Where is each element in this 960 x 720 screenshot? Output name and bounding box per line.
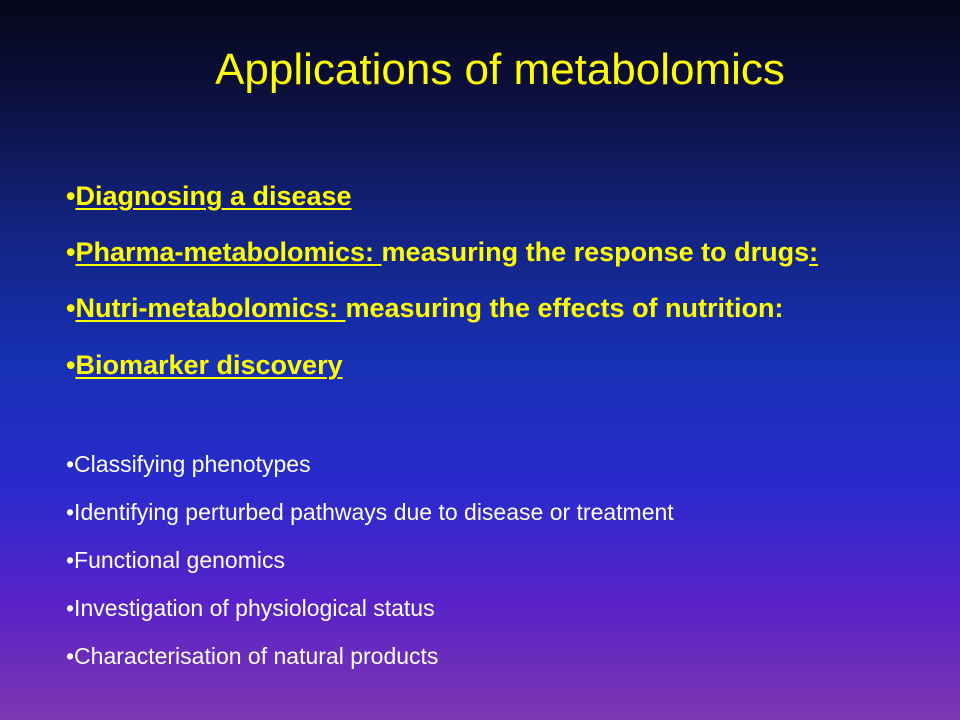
sub-item-natural-products: •Characterisation of natural products	[66, 643, 439, 669]
sub-item-functional-genomics: •Functional genomics	[66, 547, 285, 573]
sub-item-classifying-phenotypes: •Classifying phenotypes	[66, 451, 311, 477]
main-item-heading: Nutri-metabolomics:	[75, 293, 346, 323]
main-item-heading: Pharma-metabolomics:	[75, 237, 382, 267]
main-item-description: measuring the effects of nutrition:	[345, 293, 784, 323]
main-item-tail: :	[809, 237, 819, 267]
bullet-marker: •	[66, 181, 76, 211]
main-bullet-list	[66, 176, 946, 402]
bullet-marker: •	[66, 293, 76, 323]
sub-bullet-list	[66, 440, 946, 680]
main-item-heading: Biomarker discovery	[75, 350, 343, 380]
main-item-biomarker-discovery	[66, 345, 946, 385]
main-item-nutri-metabolomics	[66, 288, 946, 328]
slide-title: Applications of metabolomics	[215, 45, 785, 94]
main-item-description: measuring the response to drugs	[381, 237, 810, 267]
main-item-diagnosing	[66, 176, 946, 216]
main-item-pharma-metabolomics	[66, 233, 946, 271]
bullet-marker: •	[66, 237, 76, 267]
sub-item-identifying-pathways: •Identifying perturbed pathways due to disease or treatment	[66, 499, 674, 525]
bullet-marker: •	[66, 350, 76, 380]
main-item-heading: Diagnosing a disease	[75, 181, 352, 211]
sub-item-physiological-status: •Investigation of physiological status	[66, 595, 435, 621]
